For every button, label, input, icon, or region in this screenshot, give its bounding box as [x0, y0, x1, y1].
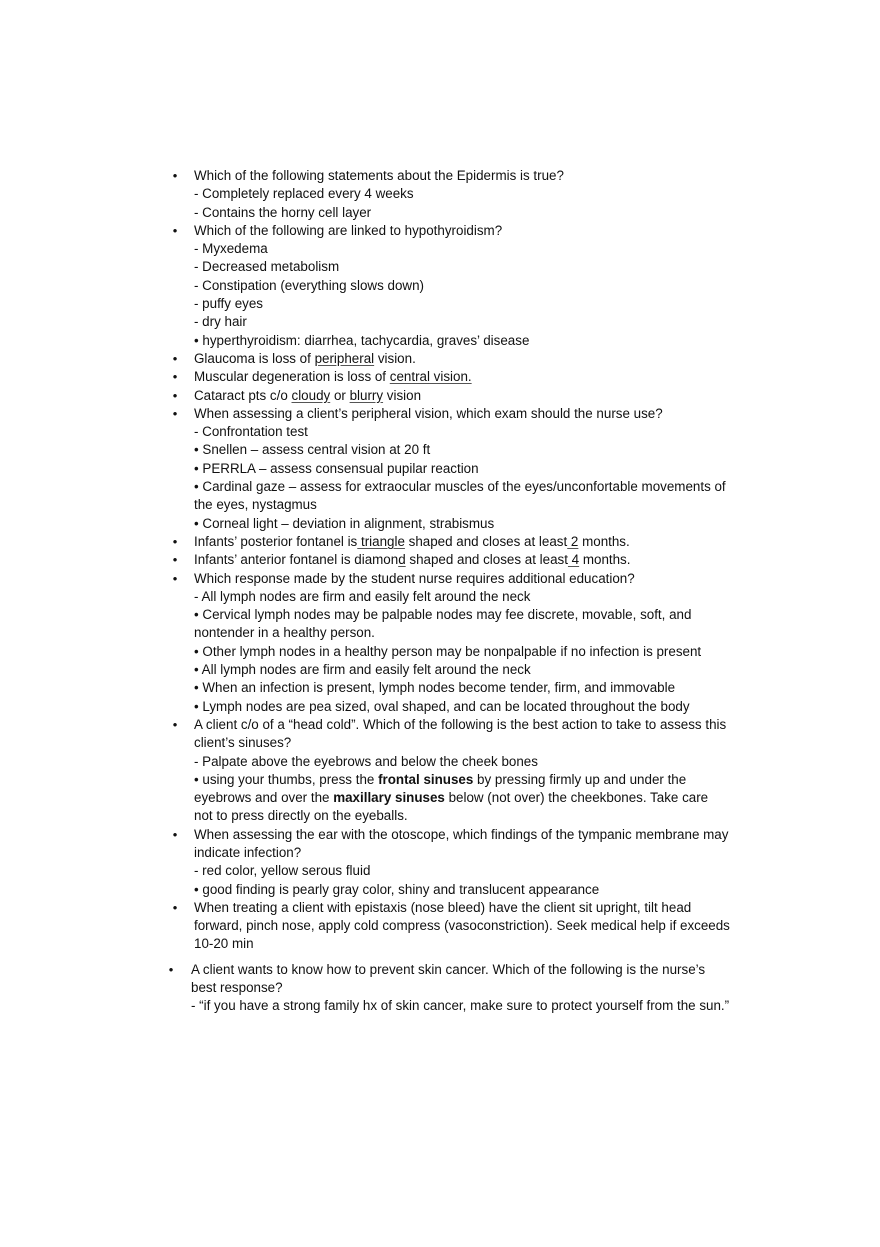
bold-term: maxillary sinuses [333, 790, 445, 806]
question-text: Which of the following are linked to hypothyroidism? [194, 222, 503, 238]
note-line: • Other lymph nodes in a healthy person may be nonpalpable if no infection is present [194, 643, 702, 659]
answer-line: - Decreased metabolism [194, 259, 340, 275]
text-run: shaped and closes at least [404, 533, 568, 549]
answer-line: - Confrontation test [194, 424, 308, 440]
underlined-term: 2 [567, 533, 579, 549]
underlined-term: triangle [357, 533, 405, 549]
statement-text [194, 533, 730, 551]
answer-line: - Constipation (everything slows down) [194, 277, 424, 293]
text-run: • using your thumbs, press the [194, 771, 379, 787]
text-run: shaped and closes at least [405, 552, 568, 568]
bullet-icon: • [172, 387, 178, 403]
list-item [0, 716, 730, 826]
list-item [0, 222, 730, 350]
list-item [0, 350, 730, 368]
bullet-icon: • [172, 899, 178, 915]
note-line: • Cardinal gaze – assess for extraocular muscles of the eyes/unconfortable movements of the eyes, nystagmus [194, 479, 726, 513]
answer-line: - dry hair [194, 314, 247, 330]
list-item [0, 167, 730, 222]
text-run: Cataract pts c/o [194, 387, 292, 403]
text-run: Infants’ anterior fontanel is diamon [194, 552, 399, 568]
note-line: • Cervical lymph nodes may be palpable nodes may fee discrete, movable, soft, and nontender in a healthy person. [194, 607, 692, 641]
question-text: A client wants to know how to prevent skin cancer. Which of the following is the nurse’s best response? [191, 961, 706, 996]
answer-line: - puffy eyes [194, 296, 263, 312]
statement-text [194, 350, 730, 368]
answer-line: - All lymph nodes are firm and easily felt around the neck [194, 588, 531, 604]
list-item [0, 551, 730, 569]
bullet-icon: • [168, 961, 174, 977]
bold-term: frontal sinuses [378, 771, 474, 787]
note-line: • PERRLA – assess consensual pupilar reaction [194, 460, 479, 476]
list-item [0, 405, 730, 533]
question-text: Which of the following statements about the Epidermis is true? [194, 168, 564, 183]
text-run: Infants’ posterior fontanel is [194, 533, 358, 549]
answer-line: - Completely replaced every 4 weeks [194, 186, 414, 202]
text-run: or [330, 387, 350, 403]
list-item [0, 570, 730, 716]
answer-line: - Contains the horny cell layer [194, 204, 372, 220]
underlined-term: d [398, 552, 406, 568]
list-item [0, 961, 731, 1016]
list-item [0, 533, 730, 551]
bullet-icon: • [172, 533, 178, 549]
text-run: Glaucoma is loss of [194, 350, 315, 366]
text-run: vision. [374, 350, 416, 366]
note-line: • hyperthyroidism: diarrhea, tachycardia, graves’ disease [194, 332, 530, 348]
note-line: • Lymph nodes are pea sized, oval shaped, and can be located throughout the body [194, 698, 690, 714]
bullet-icon: • [172, 369, 178, 385]
underlined-term: blurry [349, 387, 384, 403]
note-line: • All lymph nodes are firm and easily felt around the neck [194, 662, 531, 678]
notes-list [0, 167, 880, 1016]
note-line [194, 771, 730, 826]
answer-line: - red color, yellow serous fluid [194, 863, 371, 879]
bullet-icon: • [172, 552, 178, 568]
list-item [0, 826, 730, 899]
text-run: by pressing firmly up and under the eyebrows and over the [194, 771, 687, 806]
list-item [0, 368, 730, 386]
answer-line: - “if you have a strong family hx of skin cancer, make sure to protect yourself from the sun.” [191, 998, 730, 1014]
statement-text [194, 368, 730, 386]
bullet-icon: • [172, 826, 178, 842]
answer-line: - Palpate above the eyebrows and below the cheek bones [194, 753, 538, 769]
bullet-icon: • [172, 350, 178, 366]
underlined-term: central vision. [389, 369, 472, 385]
text-run: below (not over) the cheekbones. Take care not to press directly on the eyeballs. [194, 790, 709, 824]
note-line: • good finding is pearly gray color, shiny and translucent appearance [194, 881, 600, 897]
underlined-term: peripheral [314, 350, 375, 366]
list-item [0, 387, 730, 405]
bullet-icon: • [172, 716, 178, 732]
note-line: • Corneal light – deviation in alignment, strabismus [194, 515, 495, 531]
bullet-icon: • [172, 168, 178, 183]
question-text: When assessing a client’s peripheral vision, which exam should the nurse use? [194, 405, 663, 421]
statement-text [194, 387, 730, 405]
question-text: A client c/o of a “head cold”. Which of the following is the best action to take to assess this client’s sinuses? [194, 716, 727, 751]
bullet-icon: • [172, 222, 178, 238]
answer-line: - Myxedema [194, 241, 268, 257]
bullet-icon: • [172, 570, 178, 586]
list-item [0, 899, 730, 954]
text-run: Muscular degeneration is loss of [194, 369, 390, 385]
text-run: months. [579, 552, 631, 568]
question-text: When assessing the ear with the otoscope, which findings of the tympanic membrane may indicate infection? [194, 826, 729, 860]
statement-text: When treating a client with epistaxis (nose bleed) have the client sit upright, tilt head forward, pinch nose, apply cold compress (vasoconstriction). Seek medical help if exceeds 10-20 min [194, 899, 730, 952]
note-line: • When an infection is present, lymph nodes become tender, firm, and immovable [194, 680, 676, 696]
text-run: vision [383, 387, 422, 403]
question-text: Which response made by the student nurse requires additional education? [194, 570, 635, 586]
statement-text [194, 551, 730, 569]
underlined-term: 4 [567, 552, 580, 568]
text-run: months. [578, 533, 630, 549]
bullet-icon: • [172, 405, 178, 421]
note-line: • Snellen – assess central vision at 20 ft [194, 442, 431, 458]
underlined-term: cloudy [291, 387, 331, 403]
